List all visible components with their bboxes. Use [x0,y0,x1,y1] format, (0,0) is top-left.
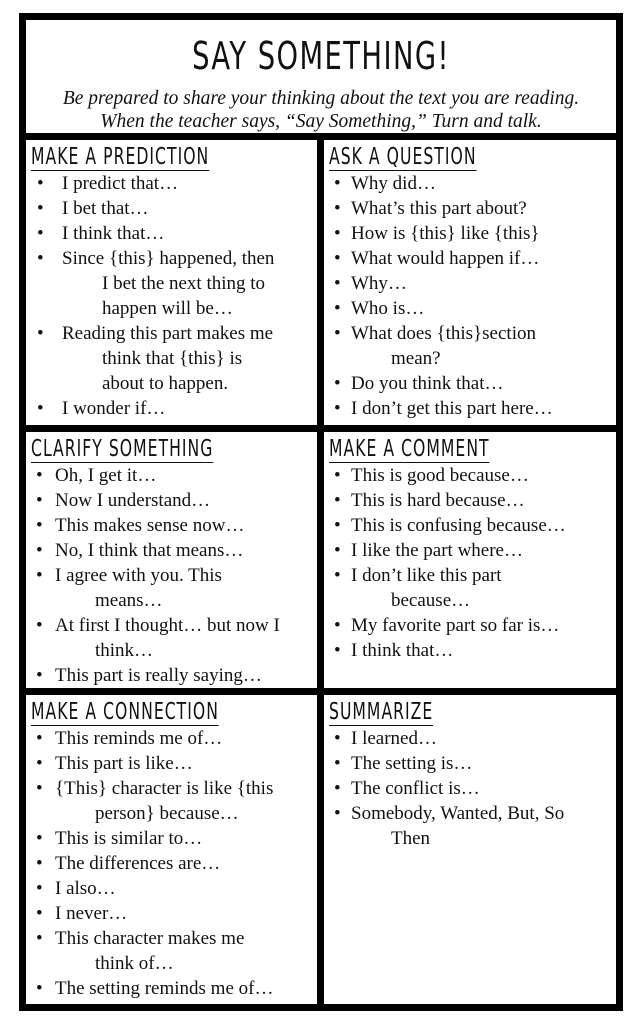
bullet-icon: • [36,515,43,536]
list-item: • Reading this part makes me think that {this} is about to happen. [37,323,274,394]
section-summarize [329,695,616,1004]
bullet-icon: • [334,515,341,536]
list-item: • I bet that… [37,198,149,219]
bullet-icon: • [334,273,341,294]
list-item: • I like the part where… [334,540,523,561]
list-item: • Why did… [334,173,436,194]
section-make-a-prediction [31,140,317,425]
list-item: • Who is… [334,298,425,319]
bullet-icon: • [36,728,43,749]
bullet-icon: • [36,778,43,799]
list-item: • I learned… [334,728,437,749]
bullet-icon: • [334,728,341,749]
phrase-list [329,463,616,663]
divider-column [317,133,324,1004]
bullet-icon: • [334,615,341,636]
bullet-icon: • [37,323,44,344]
list-item: • How is {this} like {this} [334,223,540,244]
section-title: MAKE A PREDICTION [31,144,210,170]
list-item: • Somebody, Wanted, But, So Then [334,803,565,849]
phrase-list [329,726,616,851]
list-item: • At first I thought… but now I think… [36,615,280,661]
page-title: SAY SOMETHING! [192,34,450,78]
list-item: • The differences are… [36,853,221,874]
instructions-line-2: When the teacher says, “Say Something,” Turn and talk. [100,111,542,132]
bullet-icon: • [36,853,43,874]
bullet-icon: • [334,753,341,774]
list-item: • I think that… [37,223,165,244]
bullet-icon: • [36,753,43,774]
list-item: • Do you think that… [334,373,504,394]
phrase-list [31,726,317,1001]
list-item: • Since {this} happened, then I bet the next thing to happen will be… [37,248,275,319]
bullet-icon: • [334,173,341,194]
bullet-icon: • [36,540,43,561]
bullet-icon: • [334,248,341,269]
list-item: • What does {this}section mean? [334,323,536,369]
bullet-icon: • [334,778,341,799]
section-title: CLARIFY SOMETHING [31,436,214,462]
list-item: • This reminds me of… [36,728,223,749]
bullet-icon: • [36,465,43,486]
list-item: • This is confusing because… [334,515,566,536]
section-make-a-comment [329,432,616,688]
list-item: • {This} character is like {this person} because… [36,778,274,824]
section-title: ASK A QUESTION [329,144,477,170]
list-item: • No, I think that means… [36,540,244,561]
list-item: • I don’t like this part because… [334,565,502,611]
bullet-icon: • [334,198,341,219]
say-something-chart [19,13,623,1011]
bullet-icon: • [334,323,341,344]
list-item: • I never… [36,903,128,924]
list-item: • Now I understand… [36,490,211,511]
list-item: • This makes sense now… [36,515,245,536]
instructions [26,87,616,133]
list-item: • I don’t get this part here… [334,398,553,419]
list-item: • What’s this part about? [334,198,527,219]
section-title: MAKE A CONNECTION [31,699,219,725]
bullet-icon: • [334,373,341,394]
list-item: • The conflict is… [334,778,480,799]
bullet-icon: • [334,540,341,561]
header [26,20,616,133]
bullet-icon: • [37,198,44,219]
bullet-icon: • [36,878,43,899]
bullet-icon: • [36,828,43,849]
bullet-icon: • [334,223,341,244]
bullet-icon: • [36,928,43,949]
bullet-icon: • [36,615,43,636]
bullet-icon: • [334,565,341,586]
bullet-icon: • [36,665,43,686]
list-item: • I also… [36,878,116,899]
list-item: • This is good because… [334,465,529,486]
list-item: • Why… [334,273,407,294]
list-item: • The setting reminds me of… [36,978,274,999]
bullet-icon: • [37,173,44,194]
list-item: • This is hard because… [334,490,525,511]
bullet-icon: • [36,490,43,511]
list-item: • This character makes me think of… [36,928,245,974]
list-item: • I predict that… [37,173,179,194]
bullet-icon: • [334,298,341,319]
list-item: • I wonder if… [37,398,166,419]
list-item: • This part is really saying… [36,665,262,686]
bullet-icon: • [334,490,341,511]
section-make-a-connection [31,695,317,1004]
bullet-icon: • [334,640,341,661]
list-item: • I think that… [334,640,454,661]
phrase-list [31,171,317,421]
list-item: • What would happen if… [334,248,540,269]
list-item: • I agree with you. This means… [36,565,222,611]
list-item: • The setting is… [334,753,473,774]
list-item: • My favorite part so far is… [334,615,560,636]
list-item: • Oh, I get it… [36,465,157,486]
section-title: SUMMARIZE [329,699,434,725]
instructions-line-1: Be prepared to share your thinking about the text you are reading. [62,88,580,109]
bullet-icon: • [36,903,43,924]
list-item: • This is similar to… [36,828,203,849]
bullet-icon: • [37,223,44,244]
bullet-icon: • [36,565,43,586]
section-ask-a-question [329,140,616,425]
bullet-icon: • [334,398,341,419]
bullet-icon: • [334,465,341,486]
bullet-icon: • [37,248,44,269]
bullet-icon: • [36,978,43,999]
phrase-list [329,171,616,421]
bullet-icon: • [334,803,341,824]
list-item: • This part is like… [36,753,193,774]
phrase-list [31,463,317,688]
bullet-icon: • [37,398,44,419]
section-title: MAKE A COMMENT [329,436,490,462]
section-clarify-something [31,432,317,688]
